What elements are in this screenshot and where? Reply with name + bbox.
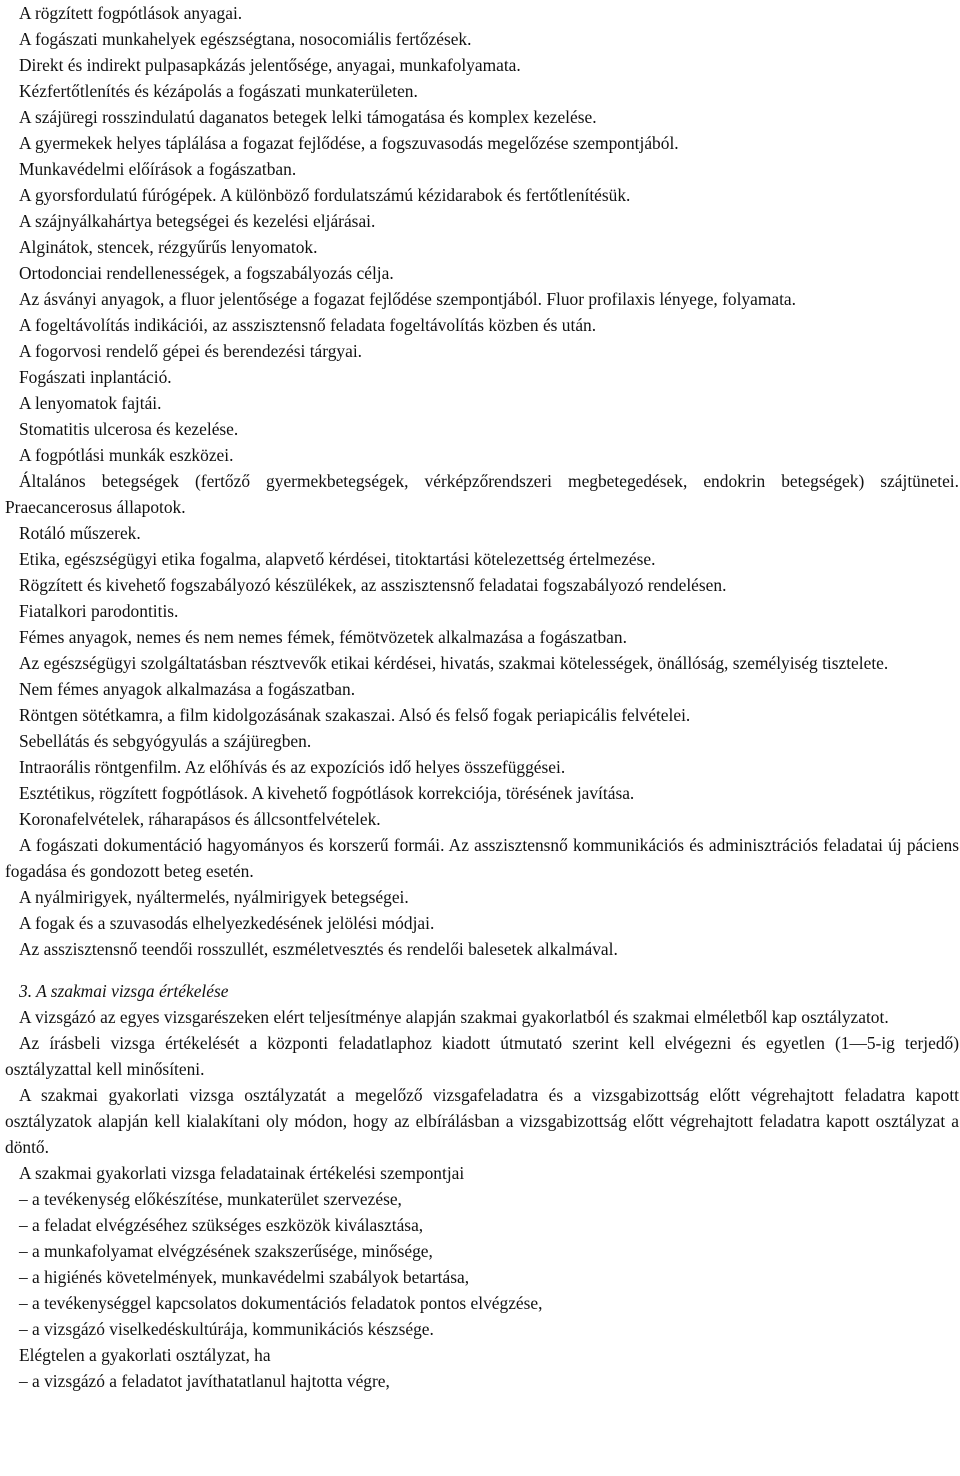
topic-item: A fogpótlási munkák eszközei. [19, 445, 234, 465]
topic-item: Koronafelvételek, ráharapásos és állcsontfelvételek. [19, 809, 381, 829]
topic-item: Nem fémes anyagok alkalmazása a fogászatban. [19, 679, 356, 699]
criteria-item: – a vizsgázó viselkedéskultúrája, kommunikációs készsége. [19, 1319, 434, 1339]
section-paragraph: Az írásbeli vizsga értékelését a központi feladatlaphoz kiadott útmutató szerint kell elvégezni és egyetlen (1—5-ig terjedő) osztályzattal kell minősíteni. [5, 1033, 959, 1079]
fail-intro: Elégtelen a gyakorlati osztályzat, ha [19, 1345, 271, 1365]
topic-item: A fogeltávolítás indikációi, az asszisztensnő feladata fogeltávolítás közben és után. [19, 315, 597, 335]
topic-item: Ortodonciai rendellenességek, a fogszabályozás célja. [19, 263, 394, 283]
topic-item: Etika, egészségügyi etika fogalma, alapvető kérdései, titoktartási kötelezettség értelmezése. [19, 549, 656, 569]
topic-item: A gyorsfordulatú fúrógépek. A különböző fordulatszámú kézidarabok és fertőtlenítésük. [19, 185, 631, 205]
topic-item: A fogászati dokumentáció hagyományos és korszerű formái. Az asszisztensnő kommunikációs és adminisztrációs feladatai új páciens fogadása és gondozott beteg esetén. [5, 835, 959, 881]
criteria-item: – a higiénés követelmények, munkavédelmi szabályok betartása, [19, 1267, 470, 1287]
topic-item: Rotáló műszerek. [19, 523, 141, 543]
topic-item: Az ásványi anyagok, a fluor jelentősége a fogazat fejlődése szempontjából. Fluor profilaxis lényege, folyamata. [19, 289, 796, 309]
topic-item: Az egészségügyi szolgáltatásban résztvevők etikai kérdései, hivatás, szakmai kötelességek, önállóság, személyiség tisztelete. [19, 653, 889, 673]
topic-item: A szájüregi rosszindulatú daganatos betegek lelki támogatása és komplex kezelése. [19, 107, 597, 127]
topic-item: A fogak és a szuvasodás elhelyezkedésének jelölési módjai. [19, 913, 435, 933]
topic-list [5, 0, 959, 962]
topic-item: Esztétikus, rögzített fogpótlások. A kivehető fogpótlások korrekciója, törésének javítása. [19, 783, 635, 803]
topic-item: Fiatalkori parodontitis. [19, 601, 179, 621]
criteria-item: – a tevékenységgel kapcsolatos dokumentációs feladatok pontos elvégzése, [19, 1293, 543, 1313]
topic-item: A szájnyálkahártya betegségei és kezelési eljárásai. [19, 211, 376, 231]
topic-item: Stomatitis ulcerosa és kezelése. [19, 419, 239, 439]
topic-item: Direkt és indirekt pulpasapkázás jelentősége, anyagai, munkafolyamata. [19, 55, 521, 75]
evaluation-section [5, 1004, 959, 1394]
topic-item: Alginátok, stencek, rézgyűrűs lenyomatok. [19, 237, 318, 257]
topic-item: A lenyomatok fajtái. [19, 393, 162, 413]
section-paragraph: A szakmai gyakorlati vizsga feladatainak értékelési szempontjai [19, 1163, 465, 1183]
topic-item: A rögzített fogpótlások anyagai. [19, 3, 243, 23]
topic-item: Rögzített és kivehető fogszabályozó készülékek, az asszisztensnő feladatai fogszabályozó rendelésen. [19, 575, 727, 595]
fail-item: – a vizsgázó a feladatot javíthatatlanul hajtotta végre, [19, 1371, 390, 1391]
topic-item: A fogászati munkahelyek egészségtana, nosocomiális fertőzések. [19, 29, 472, 49]
topic-item: A fogorvosi rendelő gépei és berendezési tárgyai. [19, 341, 363, 361]
fail-list [5, 1368, 959, 1394]
topic-item: Általános betegségek (fertőző gyermekbetegségek, vérképzőrendszeri megbetegedések, endokrin betegségek) szájtünetei. Praecancerosus állapotok. [5, 471, 959, 517]
topic-item: Munkavédelmi előírások a fogászatban. [19, 159, 297, 179]
criteria-item: – a tevékenység előkészítése, munkaterület szervezése, [19, 1189, 402, 1209]
topic-item: A nyálmirigyek, nyáltermelés, nyálmirigyek betegségei. [19, 887, 409, 907]
criteria-list [5, 1186, 959, 1342]
topic-item: Röntgen sötétkamra, a film kidolgozásának szakaszai. Alsó és felső fogak periapicális felvételei. [19, 705, 691, 725]
topic-item: Kézfertőtlenítés és kézápolás a fogászati munkaterületen. [19, 81, 418, 101]
topic-item: Intraorális röntgenfilm. Az előhívás és az expozíciós idő helyes összefüggései. [19, 757, 566, 777]
topic-item: Sebellátás és sebgyógyulás a szájüregben. [19, 731, 312, 751]
topic-item: Fogászati inplantáció. [19, 367, 172, 387]
section-heading: 3. A szakmai vizsga értékelése [19, 981, 229, 1001]
criteria-item: – a feladat elvégzéséhez szükséges eszközök kiválasztása, [19, 1215, 424, 1235]
topic-item: A gyermekek helyes táplálása a fogazat fejlődése, a fogszuvasodás megelőzése szempontjából. [19, 133, 679, 153]
section-paragraph: A vizsgázó az egyes vizsgarészeken elért teljesítménye alapján szakmai gyakorlatból és szakmai elméletből kap osztályzatot. [19, 1007, 889, 1027]
section-paragraph: A szakmai gyakorlati vizsga osztályzatát a megelőző vizsgafeladatra és a vizsgabizottság előtt végrehajtott feladatra kapott osztályzatok alapján kell kialakítani oly módon, hogy az elbírálásban a vizsgabizottság előtt végrehajtott feladatra kapott osztályzat a döntő. [5, 1085, 959, 1157]
topic-item: Az asszisztensnő teendői rosszullét, eszméletvesztés és rendelői balesetek alkalmával. [19, 939, 618, 959]
criteria-item: – a munkafolyamat elvégzésének szakszerűsége, minősége, [19, 1241, 433, 1261]
topic-item: Fémes anyagok, nemes és nem nemes fémek, fémötvözetek alkalmazása a fogászatban. [19, 627, 627, 647]
